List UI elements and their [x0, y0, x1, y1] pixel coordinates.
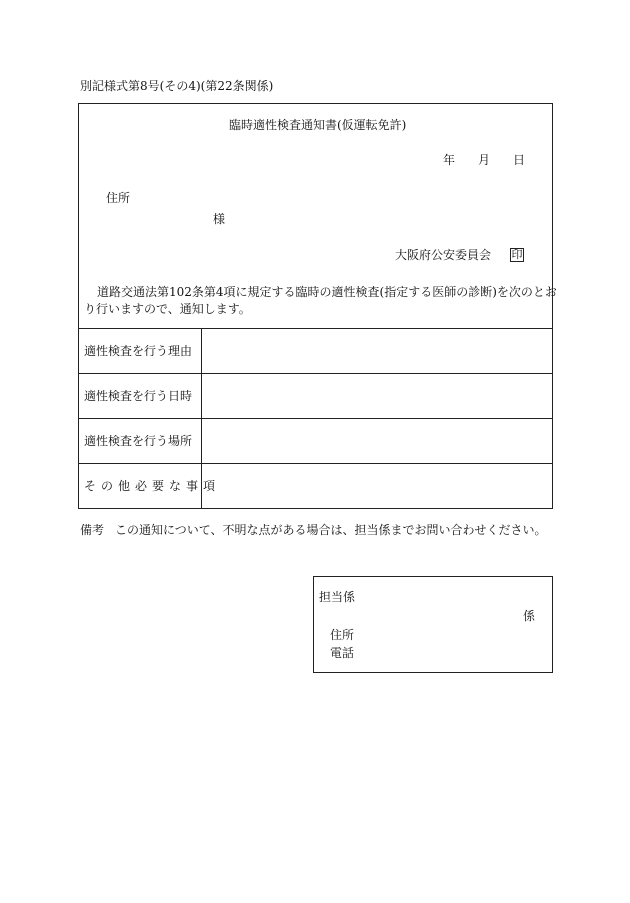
form-title: 臨時適性検査通知書(仮運転免許) [229, 118, 407, 132]
remarks-label: 備考 [80, 523, 105, 537]
contact-phone-label: 電話 [330, 646, 355, 660]
form-number: 別記様式第8号(その4)(第22条関係) [80, 79, 274, 93]
contact-address-label: 住所 [330, 628, 355, 642]
contact-title: 担当係 [319, 590, 356, 604]
notice-body-line2: り行いますので、通知します。 [84, 302, 251, 316]
table-row-label-other: その他必要な事項 [84, 479, 221, 493]
date-day: 日 [513, 153, 526, 167]
table-row-divider [78, 373, 553, 374]
seal-stamp: 印 [511, 248, 523, 261]
table-row-label-place: 適性検査を行う場所 [84, 434, 193, 448]
recipient-address-label: 住所 [106, 191, 131, 205]
contact-section: 係 [523, 609, 536, 623]
remarks-text: この通知について、不明な点がある場合は、担当係までお問い合わせください。 [115, 523, 547, 537]
notice-body-line1: 道路交通法第102条第4項に規定する臨時の適性検査(指定する医師の診断)を次のとお [97, 285, 557, 299]
table-row-label-datetime: 適性検査を行う日時 [84, 389, 193, 403]
date-year: 年 [443, 153, 456, 167]
table-top-line [78, 328, 553, 329]
date-month: 月 [478, 153, 491, 167]
issuer-name: 大阪府公安委員会 [395, 248, 492, 262]
table-row-divider [78, 463, 553, 464]
table-row-divider [78, 418, 553, 419]
table-row-label-reason: 適性検査を行う理由 [84, 344, 193, 358]
recipient-honorific: 様 [213, 212, 226, 226]
